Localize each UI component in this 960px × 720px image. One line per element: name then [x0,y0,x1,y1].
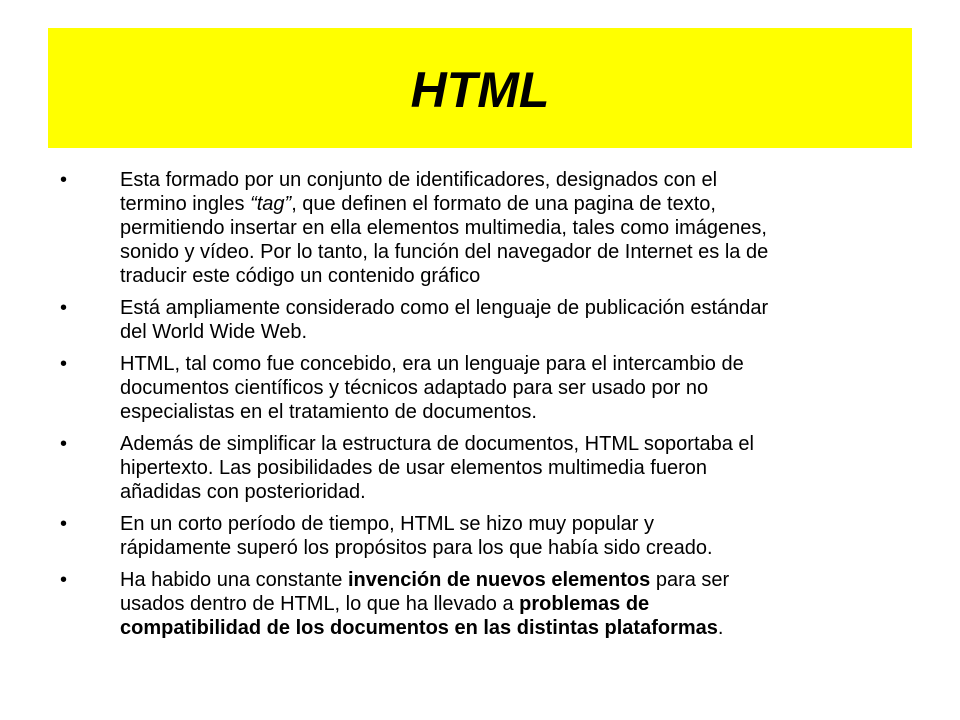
bullet-line [120,592,902,616]
text-segment: hipertexto. Las posibilidades de usar elementos multimedia fueron [120,457,708,479]
bullet-item [0,512,960,560]
text-segment: Además de simplificar la estructura de documentos, HTML soportaba el [120,433,754,455]
bullet-line [120,352,902,376]
bullet-line [120,512,902,536]
bold-text: invención de nuevos elementos [347,569,651,591]
bullet-line [120,456,902,480]
bullet-dot-icon: • [60,353,68,375]
bullet-item [0,168,960,288]
bullet-line [120,616,902,640]
bullet-line [120,480,902,504]
bullet-line [120,432,902,456]
text-segment: sonido y vídeo. Por lo tanto, la función del navegador de Internet es la de [120,241,769,263]
text-segment: rápidamente superó los propósitos para los que había sido creado. [120,537,713,559]
bullet-dot-icon: • [60,569,68,591]
text-segment: Esta formado por un conjunto de identificadores, designados con el [120,169,718,191]
bullet-line [120,192,902,216]
bullet-dot-icon: • [60,297,68,319]
bullet-item [0,352,960,424]
bullet-list [0,168,960,648]
text-segment: . [717,617,724,639]
bullet-item [0,432,960,504]
bullet-line [120,536,902,560]
bullet-line [120,320,902,344]
text-segment: termino ingles [120,193,251,215]
text-segment: documentos científicos y técnicos adaptado para ser usado por no [120,377,709,399]
bullet-line [120,264,902,288]
bullet-line [120,568,902,592]
text-segment: HTML, tal como fue concebido, era un lenguaje para el intercambio de [120,353,744,375]
text-segment: Está ampliamente considerado como el lenguaje de publicación estándar [120,297,769,319]
text-segment: usados dentro de HTML, lo que ha llevado a [120,593,520,615]
bold-text: compatibilidad de los documentos en las distintas plataformas [120,617,718,639]
text-segment: para ser [650,569,730,591]
text-segment: del World Wide Web. [120,321,308,343]
bullet-line [120,400,902,424]
text-segment: , que definen el formato de una pagina de texto, [291,193,716,215]
text-segment: En un corto período de tiempo, HTML se hizo muy popular y [120,513,654,535]
bullet-line [120,168,902,192]
title-band [48,28,912,148]
bullet-line [120,216,902,240]
text-segment: permitiendo insertar en ella elementos multimedia, tales como imágenes, [120,217,767,239]
text-segment: Ha habido una constante [120,569,348,591]
bold-text: problemas de [519,593,650,615]
italic-text: “tag” [250,193,292,215]
bullet-dot-icon: • [60,513,68,535]
bullet-line [120,296,902,320]
bullet-line [120,376,902,400]
text-segment: añadidas con posterioridad. [120,481,366,503]
bullet-item [0,296,960,344]
slide-title: HTML [410,62,550,118]
bullet-line [120,240,902,264]
text-segment: especialistas en el tratamiento de documentos. [120,401,537,423]
bullet-dot-icon: • [60,433,68,455]
text-segment: traducir este código un contenido gráfico [120,265,481,287]
bullet-item [0,568,960,640]
bullet-dot-icon: • [60,169,68,191]
